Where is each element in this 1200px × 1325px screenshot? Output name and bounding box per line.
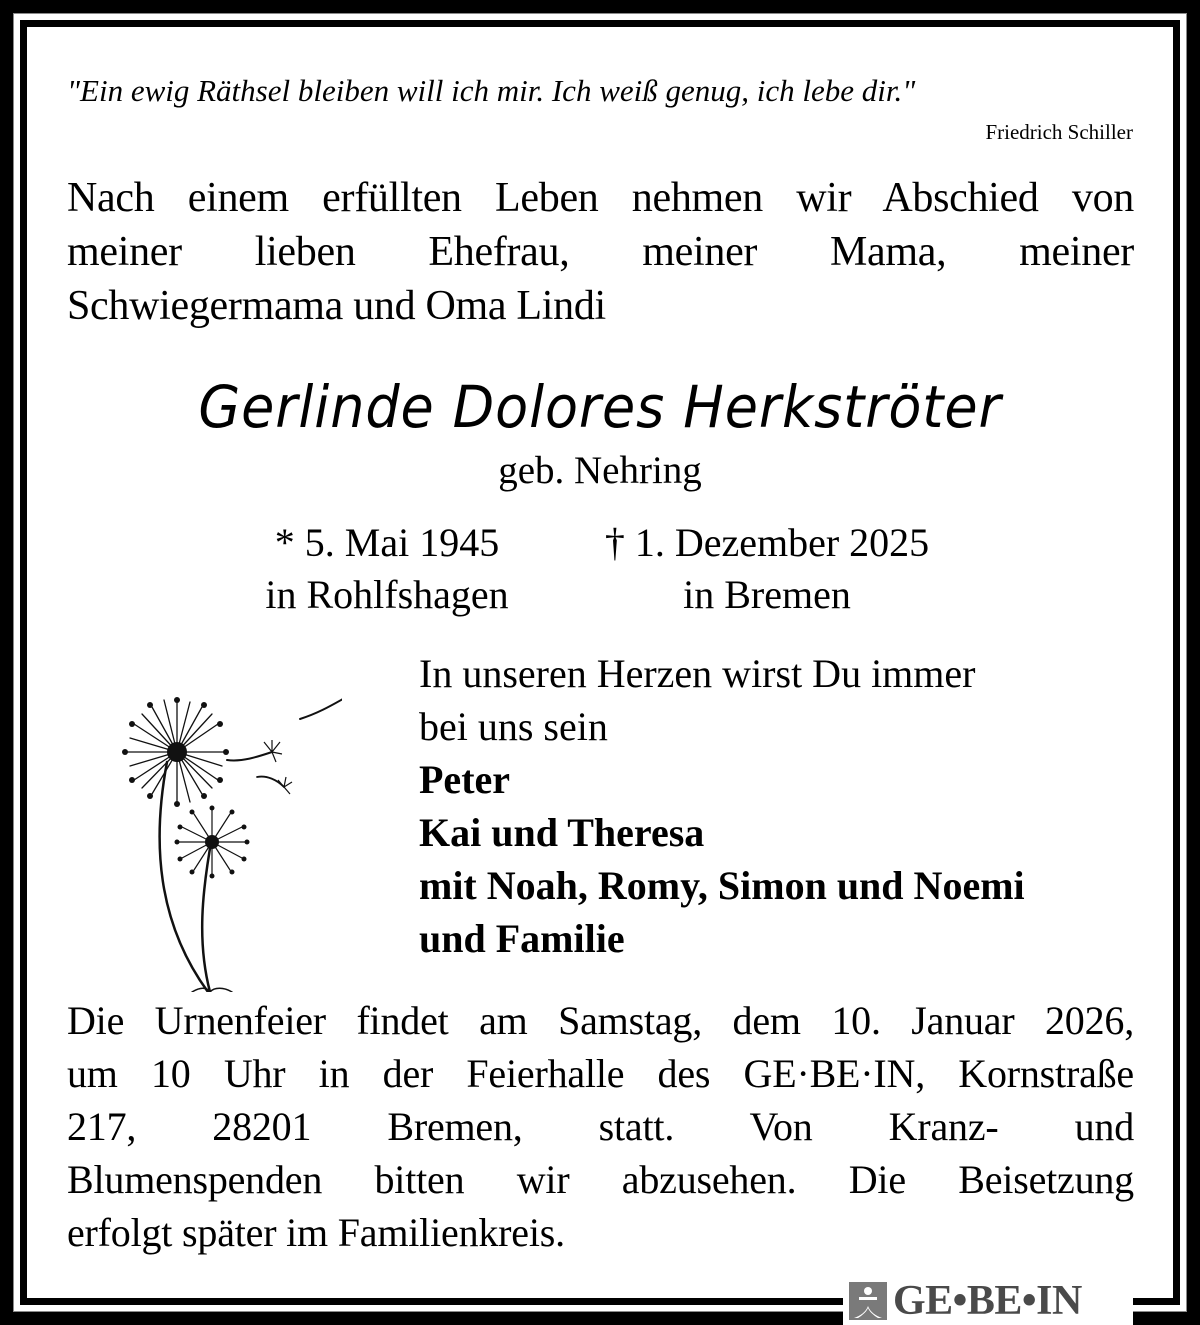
gebein-logo-text: GE•BE•IN <box>893 1278 1082 1324</box>
intro-text <box>67 171 1134 333</box>
epigraph-author: Friedrich Schiller <box>985 120 1133 144</box>
ceremony-info <box>67 994 1134 1259</box>
birth-info <box>227 517 547 621</box>
birth-place: in Rohlfshagen <box>265 572 509 617</box>
intro-line: Nach einem erfüllten Leben nehmen wir Abschied von <box>67 175 1134 221</box>
mourners-message: In unseren Herzen wirst Du immer <box>419 651 976 696</box>
dandelion-icon <box>112 662 342 992</box>
ceremony-line: um 10 Uhr in der Feierhalle des GE·BE·IN, Kornstraße <box>67 1051 1134 1096</box>
intro-line: Schwiegermama und Oma Lindi <box>67 283 606 329</box>
ceremony-line: 217, 28201 Bremen, statt. Von Kranz- und <box>67 1104 1134 1149</box>
gebein-logo <box>843 1277 1133 1325</box>
ceremony-line: erfolgt später im Familienkreis. <box>67 1210 565 1255</box>
mourner-name: mit Noah, Romy, Simon und Noemi <box>419 863 1025 908</box>
mourner-name: Peter <box>419 757 511 802</box>
deceased-name: Gerlinde Dolores Herkströter <box>198 373 1002 441</box>
mourners-block <box>419 647 1139 965</box>
death-date: † 1. Dezember 2025 <box>604 520 930 565</box>
intro-line: meiner lieben Ehefrau, meiner Mama, meiner <box>67 229 1134 275</box>
ceremony-line: Die Urnenfeier findet am Samstag, dem 10. Januar 2026, <box>67 998 1134 1043</box>
mourners-message: bei uns sein <box>419 704 608 749</box>
death-place: in Bremen <box>683 572 851 617</box>
birth-date: * 5. Mai 1945 <box>274 520 500 565</box>
gebein-logo-mark-icon <box>849 1282 887 1320</box>
mourner-name: Kai und Theresa <box>419 810 705 855</box>
epigraph-quote: "Ein ewig Räthsel bleiben will ich mir. Ich weiß genug, ich lebe dir." <box>67 73 916 108</box>
ceremony-line: Blumenspenden bitten wir abzusehen. Die Beisetzung <box>67 1157 1134 1202</box>
obituary-notice <box>27 27 1173 1298</box>
birth-name: geb. Nehring <box>498 449 702 492</box>
death-info <box>567 517 967 621</box>
mourner-name: und Familie <box>419 916 625 961</box>
